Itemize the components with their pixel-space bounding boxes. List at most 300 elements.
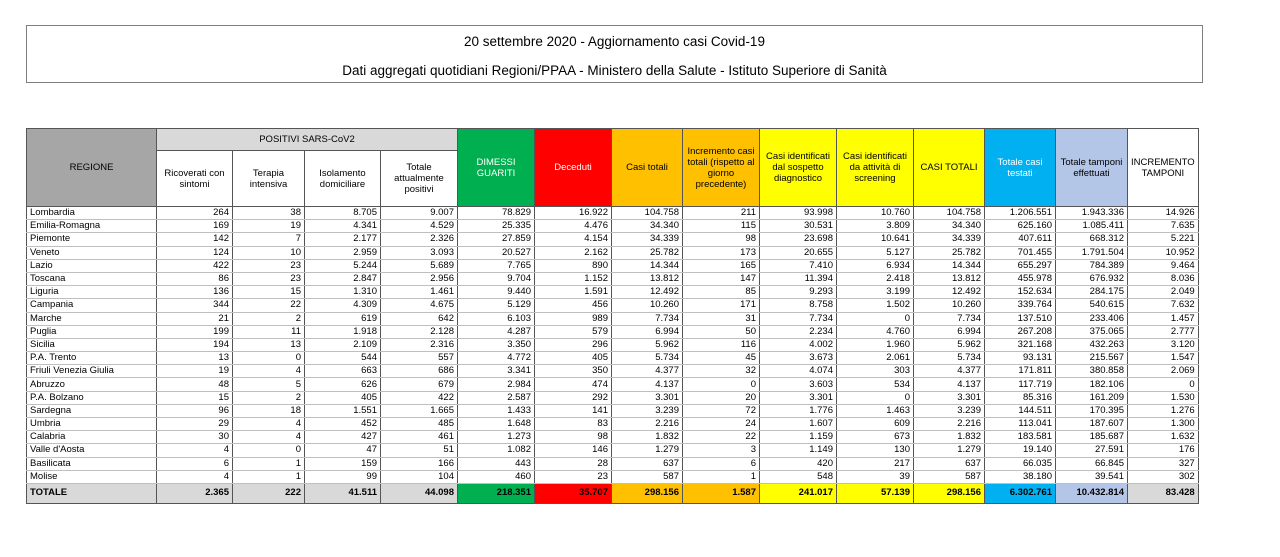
value-cell: 4 (157, 470, 233, 483)
value-cell: 1.607 (760, 418, 837, 431)
value-cell: 117.719 (985, 378, 1056, 391)
value-cell: 7.734 (760, 312, 837, 325)
value-cell: 2.177 (305, 233, 381, 246)
region-cell: Abruzzo (27, 378, 157, 391)
value-cell: 2.777 (1128, 325, 1199, 338)
value-cell: 5.962 (612, 338, 683, 351)
value-cell: 38.180 (985, 470, 1056, 483)
value-cell: 407.611 (985, 233, 1056, 246)
value-cell: 14.926 (1128, 207, 1199, 220)
value-cell: 23 (535, 470, 612, 483)
value-cell: 1.152 (535, 272, 612, 285)
table-row (27, 470, 1199, 483)
value-cell: 8.705 (305, 207, 381, 220)
value-cell: 2.234 (760, 325, 837, 338)
value-cell: 1.791.504 (1056, 246, 1128, 259)
value-cell: 1.273 (458, 431, 535, 444)
covid-table (26, 128, 1199, 504)
value-cell: 1.832 (612, 431, 683, 444)
total-cell: 298.156 (914, 483, 985, 503)
value-cell: 104 (381, 470, 458, 483)
value-cell: 3.350 (458, 338, 535, 351)
value-cell: 679 (381, 378, 458, 391)
value-cell: 422 (157, 259, 233, 272)
table-row (27, 207, 1199, 220)
value-cell: 7.410 (760, 259, 837, 272)
table-row (27, 312, 1199, 325)
value-cell: 9.464 (1128, 259, 1199, 272)
value-cell: 23 (233, 259, 305, 272)
value-cell: 1 (683, 470, 760, 483)
value-cell: 21 (157, 312, 233, 325)
region-cell: Puglia (27, 325, 157, 338)
value-cell: 2.216 (914, 418, 985, 431)
header-positivi-group: POSITIVI SARS-CoV2 (157, 129, 458, 151)
header-regione: REGIONE (27, 129, 157, 207)
value-cell: 144.511 (985, 404, 1056, 417)
value-cell: 10.641 (837, 233, 914, 246)
value-cell: 686 (381, 365, 458, 378)
value-cell: 5.962 (914, 338, 985, 351)
value-cell: 5.734 (612, 352, 683, 365)
value-cell: 19.140 (985, 444, 1056, 457)
report-title: 20 settembre 2020 - Aggiornamento casi Covid-19 (464, 34, 765, 49)
value-cell: 6 (157, 457, 233, 470)
value-cell: 0 (233, 352, 305, 365)
value-cell: 29 (157, 418, 233, 431)
value-cell: 51 (381, 444, 458, 457)
value-cell: 3.239 (612, 404, 683, 417)
region-cell: P.A. Bolzano (27, 391, 157, 404)
value-cell: 4.377 (914, 365, 985, 378)
value-cell: 34.339 (612, 233, 683, 246)
region-cell: Lombardia (27, 207, 157, 220)
value-cell: 22 (683, 431, 760, 444)
value-cell: 6.103 (458, 312, 535, 325)
value-cell: 1.300 (1128, 418, 1199, 431)
region-cell: Lazio (27, 259, 157, 272)
value-cell: 2.061 (837, 352, 914, 365)
value-cell: 2.128 (381, 325, 458, 338)
value-cell: 34.340 (612, 220, 683, 233)
value-cell: 3.809 (837, 220, 914, 233)
value-cell: 375.065 (1056, 325, 1128, 338)
table-row (27, 233, 1199, 246)
value-cell: 28 (535, 457, 612, 470)
value-cell: 194 (157, 338, 233, 351)
value-cell: 142 (157, 233, 233, 246)
value-cell: 557 (381, 352, 458, 365)
value-cell: 2.069 (1128, 365, 1199, 378)
value-cell: 0 (837, 391, 914, 404)
value-cell: 30.531 (760, 220, 837, 233)
value-cell: 13 (157, 352, 233, 365)
value-cell: 339.764 (985, 299, 1056, 312)
value-cell: 3.673 (760, 352, 837, 365)
region-cell: P.A. Trento (27, 352, 157, 365)
value-cell: 3.301 (612, 391, 683, 404)
value-cell: 10.952 (1128, 246, 1199, 259)
value-cell: 3.120 (1128, 338, 1199, 351)
value-cell: 2.049 (1128, 286, 1199, 299)
value-cell: 655.297 (985, 259, 1056, 272)
value-cell: 380.858 (1056, 365, 1128, 378)
value-cell: 31 (683, 312, 760, 325)
value-cell: 6 (683, 457, 760, 470)
value-cell: 159 (305, 457, 381, 470)
value-cell: 183.581 (985, 431, 1056, 444)
value-cell: 34.340 (914, 220, 985, 233)
value-cell: 14.344 (612, 259, 683, 272)
value-cell: 303 (837, 365, 914, 378)
value-cell: 427 (305, 431, 381, 444)
value-cell: 217 (837, 457, 914, 470)
value-cell: 4.529 (381, 220, 458, 233)
value-cell: 8.758 (760, 299, 837, 312)
value-cell: 1.461 (381, 286, 458, 299)
value-cell: 23.698 (760, 233, 837, 246)
value-cell: 2.162 (535, 246, 612, 259)
table-row (27, 220, 1199, 233)
value-cell: 7.635 (1128, 220, 1199, 233)
value-cell: 4.309 (305, 299, 381, 312)
value-cell: 3.301 (760, 391, 837, 404)
header-totale-positivi: Totale attualmente positivi (381, 151, 458, 207)
value-cell: 85 (683, 286, 760, 299)
table-row (27, 272, 1199, 285)
value-cell: 3 (683, 444, 760, 457)
value-cell: 2.109 (305, 338, 381, 351)
value-cell: 784.389 (1056, 259, 1128, 272)
region-cell: Friuli Venezia Giulia (27, 365, 157, 378)
value-cell: 24 (683, 418, 760, 431)
header-casi-totali-upper: CASI TOTALI (914, 129, 985, 207)
header-tamponi: Totale tamponi effettuati (1056, 129, 1128, 207)
value-cell: 176 (1128, 444, 1199, 457)
value-cell: 39 (837, 470, 914, 483)
value-cell: 4 (233, 431, 305, 444)
value-cell: 7.765 (458, 259, 535, 272)
value-cell: 673 (837, 431, 914, 444)
value-cell: 39.541 (1056, 470, 1128, 483)
value-cell: 292 (535, 391, 612, 404)
value-cell: 7.734 (612, 312, 683, 325)
value-cell: 587 (612, 470, 683, 483)
value-cell: 456 (535, 299, 612, 312)
value-cell: 5.734 (914, 352, 985, 365)
value-cell: 27.591 (1056, 444, 1128, 457)
value-cell: 233.406 (1056, 312, 1128, 325)
value-cell: 104.758 (914, 207, 985, 220)
value-cell: 4.074 (760, 365, 837, 378)
total-label: TOTALE (27, 483, 157, 503)
value-cell: 6.994 (612, 325, 683, 338)
value-cell: 4.675 (381, 299, 458, 312)
total-cell: 241.017 (760, 483, 837, 503)
value-cell: 1.547 (1128, 352, 1199, 365)
region-cell: Calabria (27, 431, 157, 444)
value-cell: 1.648 (458, 418, 535, 431)
value-cell: 50 (683, 325, 760, 338)
value-cell: 27.859 (458, 233, 535, 246)
value-cell: 9.704 (458, 272, 535, 285)
value-cell: 2.418 (837, 272, 914, 285)
value-cell: 3.093 (381, 246, 458, 259)
value-cell: 890 (535, 259, 612, 272)
value-cell: 11 (233, 325, 305, 338)
value-cell: 9.007 (381, 207, 458, 220)
header-incremento-casi: Incremento casi totali (rispetto al giorno precedente) (683, 129, 760, 207)
value-cell: 485 (381, 418, 458, 431)
value-cell: 199 (157, 325, 233, 338)
value-cell: 4.137 (612, 378, 683, 391)
value-cell: 146 (535, 444, 612, 457)
report-subtitle: Dati aggregati quotidiani Regioni/PPAA - Ministero della Salute - Istituto Superiore di Sanità (342, 63, 887, 78)
value-cell: 625.160 (985, 220, 1056, 233)
value-cell: 1.276 (1128, 404, 1199, 417)
value-cell: 12.492 (612, 286, 683, 299)
value-cell: 2.984 (458, 378, 535, 391)
value-cell: 6.934 (837, 259, 914, 272)
value-cell: 626 (305, 378, 381, 391)
value-cell: 989 (535, 312, 612, 325)
table-row (27, 259, 1199, 272)
value-cell: 98 (683, 233, 760, 246)
value-cell: 18 (233, 404, 305, 417)
value-cell: 166 (381, 457, 458, 470)
value-cell: 2.959 (305, 246, 381, 259)
table-row (27, 391, 1199, 404)
value-cell: 1.943.336 (1056, 207, 1128, 220)
value-cell: 3.199 (837, 286, 914, 299)
value-cell: 0 (233, 444, 305, 457)
value-cell: 637 (914, 457, 985, 470)
value-cell: 1.530 (1128, 391, 1199, 404)
table-row (27, 286, 1199, 299)
value-cell: 1.085.411 (1056, 220, 1128, 233)
value-cell: 587 (914, 470, 985, 483)
value-cell: 9.440 (458, 286, 535, 299)
value-cell: 130 (837, 444, 914, 457)
total-cell: 44.098 (381, 483, 458, 503)
value-cell: 98 (535, 431, 612, 444)
value-cell: 25.782 (914, 246, 985, 259)
value-cell: 99 (305, 470, 381, 483)
region-cell: Campania (27, 299, 157, 312)
value-cell: 460 (458, 470, 535, 483)
value-cell: 7 (233, 233, 305, 246)
value-cell: 19 (157, 365, 233, 378)
total-cell: 41.511 (305, 483, 381, 503)
value-cell: 3.239 (914, 404, 985, 417)
value-cell: 96 (157, 404, 233, 417)
value-cell: 19 (233, 220, 305, 233)
region-cell: Toscana (27, 272, 157, 285)
table-row (27, 352, 1199, 365)
value-cell: 455.978 (985, 272, 1056, 285)
value-cell: 10 (233, 246, 305, 259)
value-cell: 147 (683, 272, 760, 285)
value-cell: 23 (233, 272, 305, 285)
value-cell: 5.127 (837, 246, 914, 259)
value-cell: 4.377 (612, 365, 683, 378)
value-cell: 4 (233, 418, 305, 431)
value-cell: 187.607 (1056, 418, 1128, 431)
table-row (27, 404, 1199, 417)
value-cell: 72 (683, 404, 760, 417)
value-cell: 10.260 (914, 299, 985, 312)
value-cell: 637 (612, 457, 683, 470)
value-cell: 12.492 (914, 286, 985, 299)
value-cell: 2.316 (381, 338, 458, 351)
value-cell: 13.812 (914, 272, 985, 285)
value-cell: 2.847 (305, 272, 381, 285)
value-cell: 116 (683, 338, 760, 351)
value-cell: 1.918 (305, 325, 381, 338)
value-cell: 1.551 (305, 404, 381, 417)
header-casi-totali: Casi totali (612, 129, 683, 207)
value-cell: 124 (157, 246, 233, 259)
value-cell: 4 (157, 444, 233, 457)
value-cell: 1.159 (760, 431, 837, 444)
header-casi-testati: Totale casi testati (985, 129, 1056, 207)
value-cell: 548 (760, 470, 837, 483)
value-cell: 170.395 (1056, 404, 1128, 417)
value-cell: 1.960 (837, 338, 914, 351)
value-cell: 1.591 (535, 286, 612, 299)
table-row (27, 365, 1199, 378)
value-cell: 461 (381, 431, 458, 444)
header-ricoverati: Ricoverati con sintomi (157, 151, 233, 207)
table-row (27, 246, 1199, 259)
value-cell: 2.326 (381, 233, 458, 246)
value-cell: 1.457 (1128, 312, 1199, 325)
value-cell: 1.832 (914, 431, 985, 444)
table-row (27, 444, 1199, 457)
value-cell: 185.687 (1056, 431, 1128, 444)
value-cell: 452 (305, 418, 381, 431)
value-cell: 3.603 (760, 378, 837, 391)
value-cell: 350 (535, 365, 612, 378)
value-cell: 609 (837, 418, 914, 431)
value-cell: 93.998 (760, 207, 837, 220)
table-row (27, 418, 1199, 431)
value-cell: 34.339 (914, 233, 985, 246)
value-cell: 136 (157, 286, 233, 299)
value-cell: 302 (1128, 470, 1199, 483)
value-cell: 405 (305, 391, 381, 404)
region-cell: Molise (27, 470, 157, 483)
value-cell: 284.175 (1056, 286, 1128, 299)
region-cell: Piemonte (27, 233, 157, 246)
header-dimessi: DIMESSI GUARITI (458, 129, 535, 207)
value-cell: 15 (157, 391, 233, 404)
value-cell: 11.394 (760, 272, 837, 285)
value-cell: 2.216 (612, 418, 683, 431)
value-cell: 420 (760, 457, 837, 470)
total-cell: 83.428 (1128, 483, 1199, 503)
value-cell: 137.510 (985, 312, 1056, 325)
value-cell: 1.149 (760, 444, 837, 457)
value-cell: 13 (233, 338, 305, 351)
total-cell: 1.587 (683, 483, 760, 503)
value-cell: 405 (535, 352, 612, 365)
value-cell: 642 (381, 312, 458, 325)
value-cell: 152.634 (985, 286, 1056, 299)
value-cell: 422 (381, 391, 458, 404)
header-deceduti: Deceduti (535, 129, 612, 207)
value-cell: 1.279 (612, 444, 683, 457)
table-row (27, 299, 1199, 312)
value-cell: 668.312 (1056, 233, 1128, 246)
value-cell: 1.776 (760, 404, 837, 417)
value-cell: 540.615 (1056, 299, 1128, 312)
value-cell: 1.632 (1128, 431, 1199, 444)
value-cell: 5 (233, 378, 305, 391)
header-sospetto: Casi identificati dal sospetto diagnostico (760, 129, 837, 207)
total-row (27, 483, 1199, 503)
value-cell: 169 (157, 220, 233, 233)
value-cell: 579 (535, 325, 612, 338)
value-cell: 2 (233, 391, 305, 404)
value-cell: 0 (683, 378, 760, 391)
value-cell: 474 (535, 378, 612, 391)
value-cell: 13.812 (612, 272, 683, 285)
value-cell: 115 (683, 220, 760, 233)
value-cell: 1.665 (381, 404, 458, 417)
value-cell: 14.344 (914, 259, 985, 272)
value-cell: 1.502 (837, 299, 914, 312)
value-cell: 0 (1128, 378, 1199, 391)
header-isolamento: Isolamento domiciliare (305, 151, 381, 207)
value-cell: 9.293 (760, 286, 837, 299)
value-cell: 10.260 (612, 299, 683, 312)
value-cell: 3.301 (914, 391, 985, 404)
total-cell: 222 (233, 483, 305, 503)
value-cell: 48 (157, 378, 233, 391)
region-cell: Emilia-Romagna (27, 220, 157, 233)
region-cell: Valle d'Aosta (27, 444, 157, 457)
value-cell: 4.287 (458, 325, 535, 338)
total-cell: 6.302.761 (985, 483, 1056, 503)
value-cell: 1.206.551 (985, 207, 1056, 220)
title-box (26, 25, 1203, 83)
value-cell: 20.655 (760, 246, 837, 259)
value-cell: 4.137 (914, 378, 985, 391)
header-screening: Casi identificati da attività di screening (837, 129, 914, 207)
value-cell: 432.263 (1056, 338, 1128, 351)
value-cell: 38 (233, 207, 305, 220)
value-cell: 6.994 (914, 325, 985, 338)
total-cell: 10.432.814 (1056, 483, 1128, 503)
total-cell: 57.139 (837, 483, 914, 503)
value-cell: 25.782 (612, 246, 683, 259)
value-cell: 25.335 (458, 220, 535, 233)
value-cell: 8.036 (1128, 272, 1199, 285)
region-cell: Sardegna (27, 404, 157, 417)
region-cell: Basilicata (27, 457, 157, 470)
value-cell: 327 (1128, 457, 1199, 470)
value-cell: 15 (233, 286, 305, 299)
region-cell: Liguria (27, 286, 157, 299)
value-cell: 1.310 (305, 286, 381, 299)
value-cell: 182.106 (1056, 378, 1128, 391)
value-cell: 5.689 (381, 259, 458, 272)
value-cell: 66.845 (1056, 457, 1128, 470)
value-cell: 1.463 (837, 404, 914, 417)
table-row (27, 325, 1199, 338)
region-cell: Umbria (27, 418, 157, 431)
